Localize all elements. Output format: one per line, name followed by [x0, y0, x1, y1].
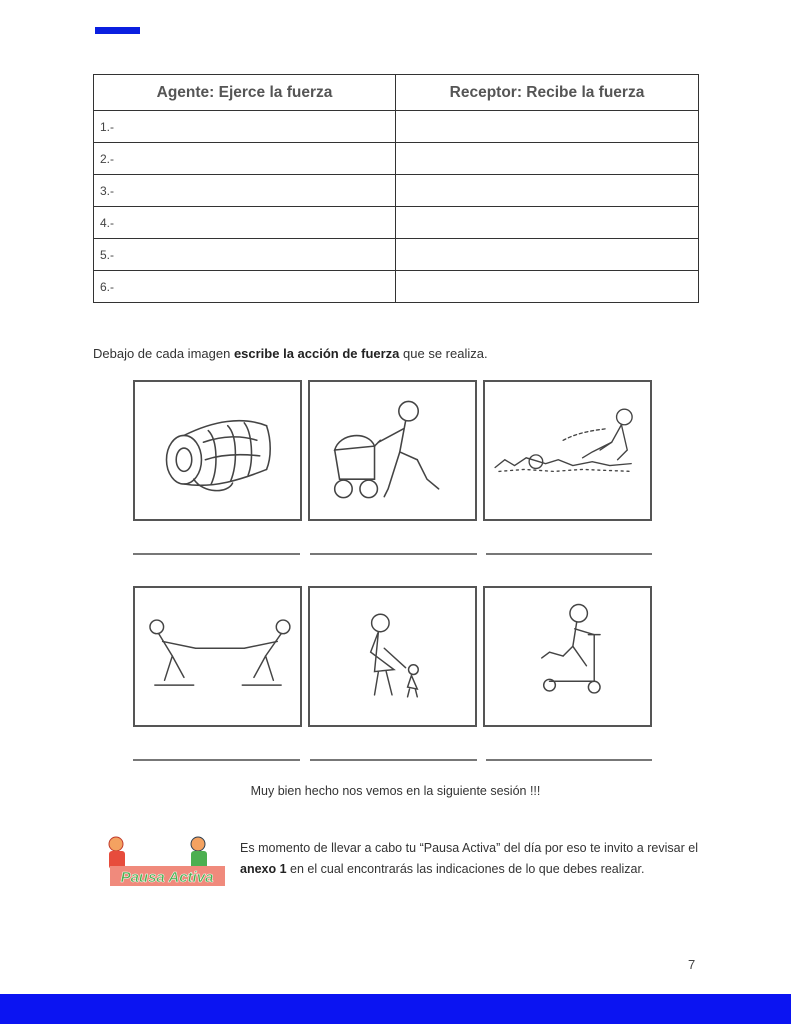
table-row — [94, 271, 699, 303]
table-row — [94, 175, 699, 207]
answer-line[interactable] — [133, 553, 300, 555]
row-label: 1.- — [94, 111, 396, 143]
woman-walking-child-icon — [308, 586, 477, 727]
force-images-grid — [122, 368, 670, 768]
row-label: 4.- — [94, 207, 396, 239]
tug-of-war-icon — [133, 586, 302, 727]
table-row — [94, 143, 699, 175]
answer-line[interactable] — [310, 759, 477, 761]
top-accent-bar — [95, 27, 140, 34]
page-number: 7 — [688, 957, 696, 972]
stroller-push-icon — [308, 380, 477, 521]
pausa-text-bold: anexo 1 — [240, 862, 287, 876]
pausa-activa-logo — [100, 834, 230, 892]
answer-line[interactable] — [310, 553, 477, 555]
receptor-cell[interactable] — [396, 111, 699, 143]
svg-text:Pausa Activa: Pausa Activa — [120, 869, 214, 886]
pausa-text-part: en el cual encontrarás las indicaciones de lo que debes realizar. — [286, 862, 645, 876]
header-agent: Agente: Ejerce la fuerza — [94, 75, 396, 111]
instruction-part: que se realiza. — [399, 346, 488, 361]
answer-line[interactable] — [486, 553, 652, 555]
answer-line[interactable] — [133, 759, 300, 761]
bottom-accent-bar — [0, 994, 791, 1024]
receptor-cell[interactable] — [396, 271, 699, 303]
table-row — [94, 239, 699, 271]
answer-line[interactable] — [486, 759, 652, 761]
instruction-bold: escribe la acción de fuerza — [233, 346, 400, 361]
receptor-cell[interactable] — [396, 175, 699, 207]
scooter-child-icon — [483, 586, 652, 727]
crushed-can-icon — [133, 380, 302, 521]
row-label: 5.- — [94, 239, 396, 271]
pausa-activa-text — [240, 838, 698, 880]
row-label: 2.- — [94, 143, 396, 175]
receptor-cell[interactable] — [396, 143, 699, 175]
kick-ball-icon — [483, 380, 652, 521]
table-row — [94, 207, 699, 239]
closing-message: Muy bien hecho nos vemos en la siguiente sesión !!! — [250, 784, 541, 798]
receptor-cell[interactable] — [396, 239, 699, 271]
row-label: 6.- — [94, 271, 396, 303]
instruction-part: Debajo de cada imagen — [93, 346, 234, 361]
agent-receptor-table — [93, 74, 699, 303]
row-label: 3.- — [94, 175, 396, 207]
receptor-cell[interactable] — [396, 207, 699, 239]
header-receptor: Receptor: Recibe la fuerza — [396, 75, 699, 111]
instruction-text — [93, 346, 488, 361]
table-row — [94, 111, 699, 143]
pausa-text-part: Es momento de llevar a cabo tu “Pausa Activa” del día por eso te invito a revisar el — [240, 841, 698, 855]
table-header-row — [94, 75, 699, 111]
